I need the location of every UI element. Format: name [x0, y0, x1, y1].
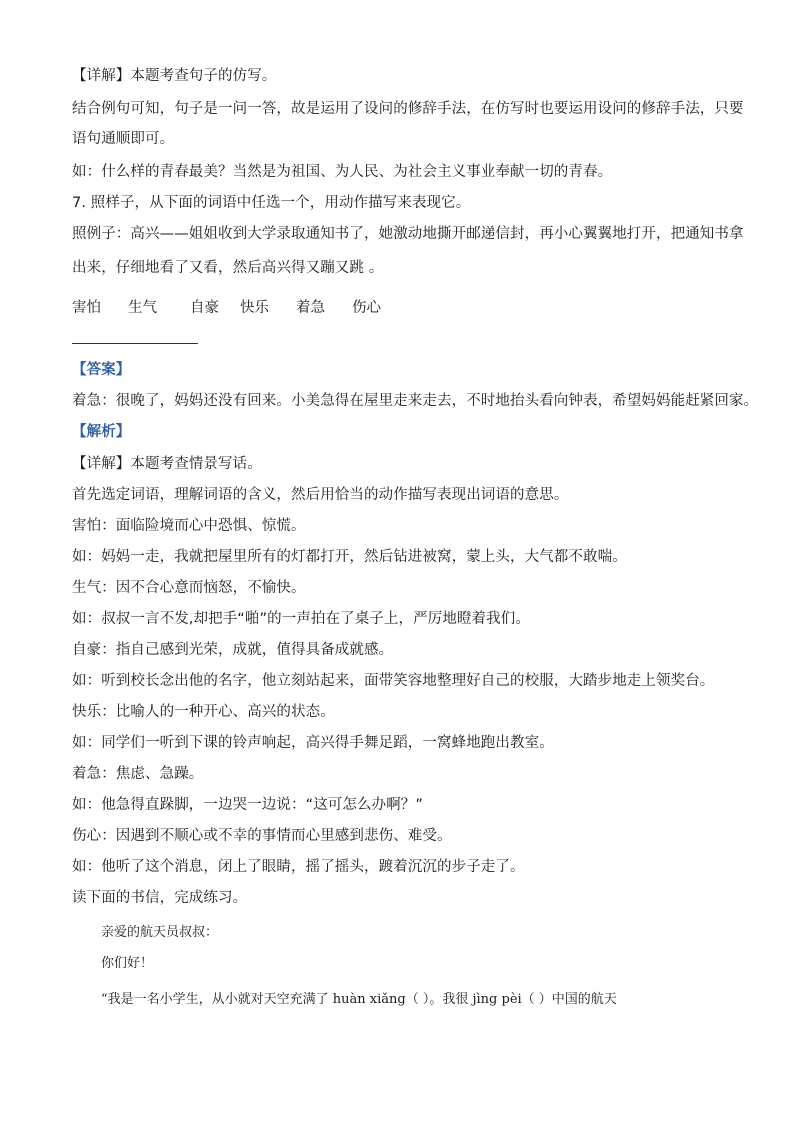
example-sentence: 如：同学们一听到下课的铃声响起，高兴得手舞足蹈，一窝蜂地跑出教室。 — [72, 735, 554, 751]
example-sentence: 如：他急得直跺脚，一边哭一边说：“这可怎么办啊？” — [72, 797, 424, 813]
answer-text: 着急：很晚了，妈妈还没有回来。小美急得在屋里走来走去，不时地抬头看向钟表，希望妈妈能赶紧回家。 — [72, 393, 759, 409]
word-definition: 自豪：指自己感到光荣，成就，值得具备成就感。 — [72, 642, 394, 658]
answer-blank-line — [72, 343, 198, 344]
letter-salutation: 亲爱的航天员叔叔： — [101, 925, 219, 940]
explanation-heading: 【详解】本题考查情景写话。 — [72, 456, 262, 472]
paragraph: 结合例句可知，句子是一问一答，故是运用了设问的修辞手法，在仿写时也要运用设问的修辞手法，只要 — [72, 101, 744, 117]
question-7: 7. 照样子，从下面的词语中任选一个，用动作描写来表现它。 — [72, 195, 471, 211]
example-sentence: 如：什么样的青春最美？当然是为祖国、为人民、为社会主义事业奉献一切的青春。 — [72, 164, 613, 180]
word-choice: 伤心 — [352, 300, 381, 316]
example-sentence: 如：他听了这个消息，闭上了眼睛，摇了摇头，踱着沉沉的步子走了。 — [72, 859, 525, 875]
word-choice: 着急 — [296, 300, 325, 316]
explanation-heading: 【详解】本题考查句子的仿写。 — [72, 68, 277, 84]
word-choice: 生气 — [128, 300, 157, 316]
word-definition: 着急：焦虑、急躁。 — [72, 766, 204, 782]
word-definition: 伤心：因遇到不顺心或不幸的事情而心里感到悲伤、难受。 — [72, 828, 452, 844]
word-choice: 害怕 — [72, 300, 101, 316]
word-definition: 生气：因不合心意而恼怒，不愉快。 — [72, 580, 306, 596]
word-choice: 快乐 — [240, 300, 269, 316]
example-sentence: 如：叔叔一言不发,却把手“啪”的一声拍在了桌子上，严厉地瞪着我们。 — [72, 611, 530, 627]
word-definition: 害怕：面临险境而心中恐惧、惊慌。 — [72, 518, 306, 534]
letter-body: “我是一名小学生，从小就对天空充满了 huàn xiǎng（ ）。我很 jìng pèi（ ）中国的航天 — [101, 992, 617, 1007]
paragraph: 首先选定词语，理解词语的含义，然后用恰当的动作描写表现出词语的意思。 — [72, 487, 569, 503]
example-paragraph: 照例子：高兴——姐姐收到大学录取通知书了，她激动地撕开邮递信封，再小心翼翼地打开，把通知书拿 — [72, 226, 744, 242]
example-sentence: 如：妈妈一走，我就把屋里所有的灯都打开，然后钻进被窝，蒙上头，大气都不敢喘。 — [72, 549, 627, 565]
word-definition: 快乐：比喻人的一种开心、高兴的状态。 — [72, 704, 335, 720]
word-choice: 自豪 — [190, 300, 219, 316]
example-paragraph: 出来，仔细地看了又看，然后高兴得又蹦又跳 。 — [72, 260, 384, 276]
example-sentence: 如：听到校长念出他的名字，他立刻站起来，面带笑容地整理好自己的校服，大踏步地走上领奖台。 — [72, 673, 715, 689]
letter-greeting: 你们好！ — [101, 956, 154, 971]
answer-label: 【答案】 — [72, 362, 131, 378]
paragraph: 语句通顺即可。 — [72, 131, 175, 147]
analysis-label: 【解析】 — [72, 424, 131, 440]
reading-instruction: 读下面的书信，完成练习。 — [72, 890, 248, 906]
